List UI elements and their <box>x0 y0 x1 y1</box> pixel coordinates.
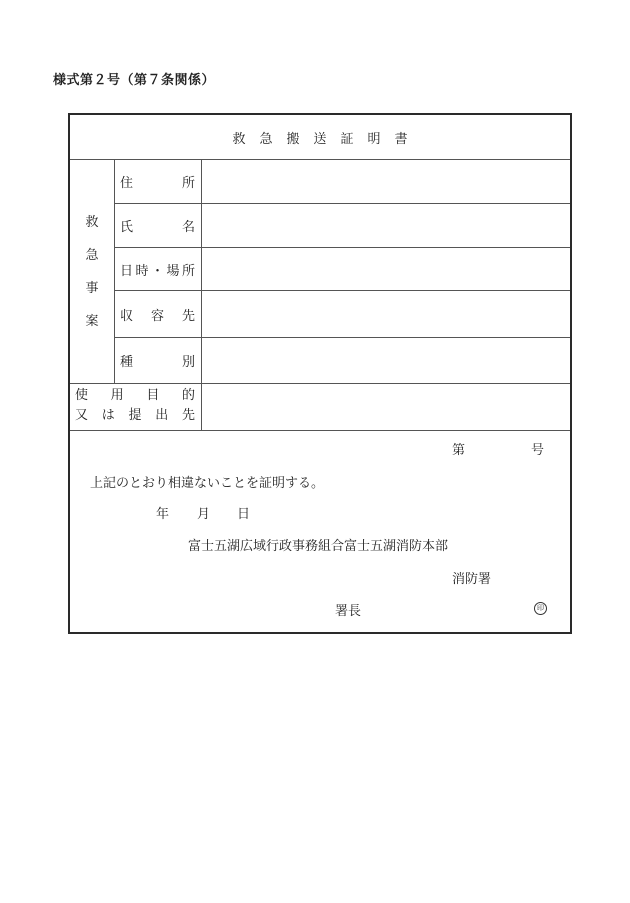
seal-mark-icon: 印 <box>534 602 547 615</box>
certificate-number-field[interactable] <box>470 437 530 455</box>
row-label-category <box>115 338 201 383</box>
certificate-frame <box>68 113 572 634</box>
date-year-label: 年 <box>156 507 170 522</box>
label-char: 使 <box>75 388 89 403</box>
label-char: 氏 <box>120 220 134 235</box>
section-label-char: 救 <box>85 214 99 230</box>
label-char: 目 <box>146 388 160 403</box>
number-suffix: 号 <box>531 443 545 458</box>
label-char: は <box>101 408 115 423</box>
divider <box>70 430 570 431</box>
purpose-label-line-2 <box>75 406 195 426</box>
label-char: 的 <box>181 388 195 403</box>
label-char: ・ <box>150 264 164 279</box>
label-char: 又 <box>75 408 89 423</box>
issuer-station: 消防署 <box>452 572 492 587</box>
section-label-char: 急 <box>85 247 99 263</box>
section-label-char: 案 <box>85 313 99 329</box>
name-field[interactable] <box>202 204 570 247</box>
label-char: 所 <box>181 264 195 279</box>
number-prefix: 第 <box>452 443 466 458</box>
label-char: 提 <box>128 408 142 423</box>
label-char: 出 <box>155 408 169 423</box>
row-label-datetime-place <box>115 248 201 291</box>
label-char: 収 <box>120 308 134 324</box>
label-char: 先 <box>181 308 195 324</box>
section-label-emergency-case <box>70 160 114 383</box>
row-label-purpose <box>70 383 201 430</box>
row-label-name <box>115 204 201 247</box>
label-char: 別 <box>181 355 195 370</box>
issuer-chief-title: 署長 <box>335 604 362 619</box>
section-label-char: 事 <box>85 280 99 296</box>
purpose-label-line-1 <box>75 386 195 406</box>
form-number-label: 様式第２号（第７条関係） <box>53 73 216 88</box>
datetime-place-field[interactable] <box>202 248 570 291</box>
label-char: 名 <box>181 220 195 235</box>
issuer-organization: 富士五湖広域行政事務組合富士五湖消防本部 <box>188 539 449 554</box>
address-field[interactable] <box>202 160 570 203</box>
row-label-address <box>115 160 201 203</box>
purpose-field[interactable] <box>202 384 570 430</box>
label-char: 先 <box>181 408 195 423</box>
label-char: 用 <box>110 388 124 403</box>
row-label-destination <box>115 291 201 337</box>
label-char: 種 <box>120 355 134 370</box>
label-char: 日 <box>120 264 134 279</box>
label-char: 所 <box>181 176 195 191</box>
label-char: 容 <box>150 308 164 324</box>
label-char: 場 <box>166 264 180 279</box>
category-field[interactable] <box>202 338 570 383</box>
destination-field[interactable] <box>202 291 570 337</box>
label-char: 時 <box>135 264 149 279</box>
certificate-title: 救急搬送証明書 <box>232 132 422 147</box>
date-day-label: 日 <box>237 507 251 522</box>
label-char: 住 <box>120 176 134 191</box>
date-month-label: 月 <box>197 507 211 522</box>
certification-statement: 上記のとおり相違ないことを証明する。 <box>90 476 325 491</box>
